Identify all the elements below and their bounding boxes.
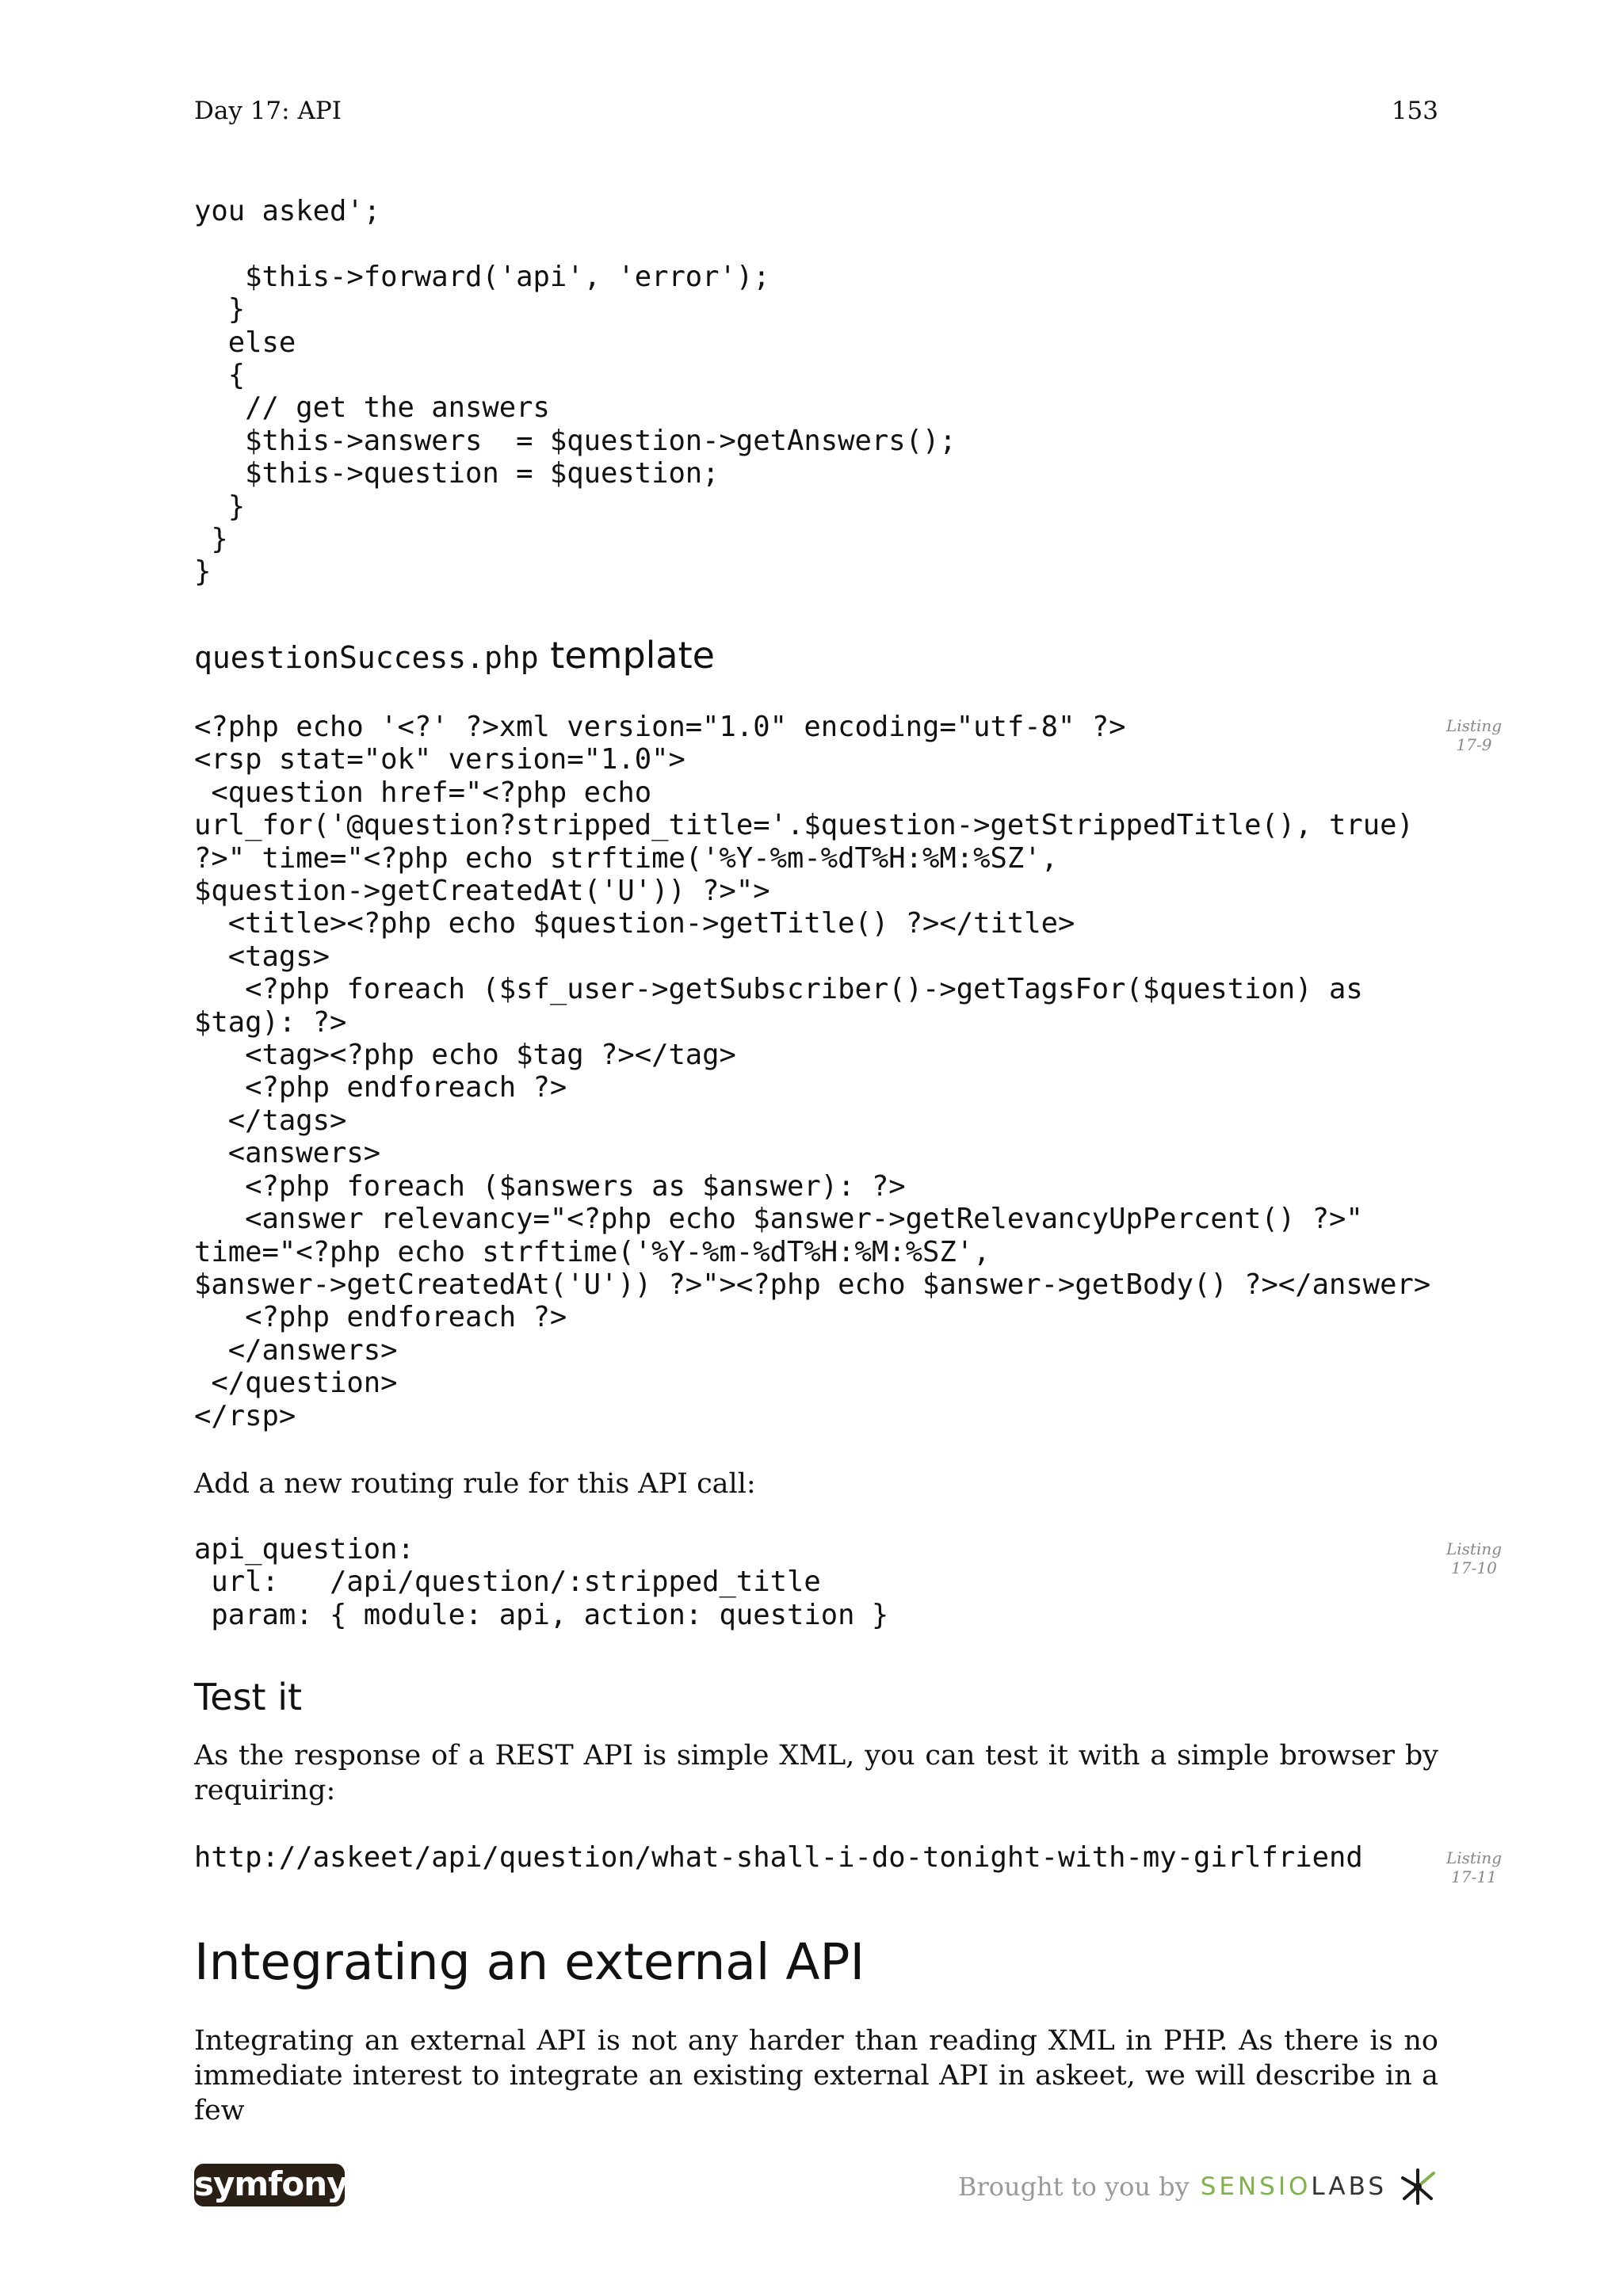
listing-label-17-9 — [1426, 716, 1522, 754]
listing-word: Listing — [1445, 716, 1503, 735]
running-header-chapter: Day 17: API — [194, 97, 342, 125]
template-filename: questionSuccess.php — [194, 640, 539, 675]
section-heading-template — [194, 634, 715, 677]
sensio-wordmark: SENSIO — [1200, 2172, 1312, 2201]
heading-test-it: Test it — [194, 1676, 303, 1718]
brought-to-you-text: Brought to you by — [957, 2172, 1190, 2202]
footer-sponsor — [958, 2163, 1439, 2210]
listing-word: Listing — [1445, 1539, 1503, 1558]
labs-wordmark: LABS — [1311, 2172, 1387, 2201]
sensiolabs-logo-icon — [1396, 2165, 1439, 2208]
listing-label-17-10 — [1426, 1539, 1522, 1577]
listing-label-17-11 — [1426, 1848, 1522, 1886]
paragraph-test-it: As the response of a REST API is simple XML, you can test it with a simple browser by requiring: — [194, 1740, 1438, 1806]
paragraph-routing: Add a new routing rule for this API call: — [194, 1468, 756, 1500]
page-number: 153 — [1391, 97, 1438, 125]
listing-word: Listing — [1445, 1848, 1503, 1867]
paragraph-integrating: Integrating an external API is not any harder than reading XML in PHP. As there is no immediate interest to integrate an existing external API in askeet, we will describe in a few — [194, 2025, 1438, 2126]
symfony-logo: symfony — [194, 2164, 345, 2206]
code-block-url: http://askeet/api/question/what-shall-i-do-tonight-with-my-girlfriend — [194, 1841, 1363, 1874]
listing-number: 17-11 — [1451, 1867, 1497, 1886]
listing-number: 17-10 — [1451, 1558, 1497, 1577]
heading-integrating-external-api: Integrating an external API — [194, 1933, 865, 1991]
template-label: template — [538, 634, 715, 677]
code-block-routing: api_question: url: /api/question/:stripped_title param: { module: api, action: question } — [194, 1533, 889, 1631]
listing-number: 17-9 — [1456, 735, 1492, 754]
code-block-question-template: <?php echo '<?' ?>xml version="1.0" encoding="utf-8" ?> <rsp stat="ok" version="1.0"> <question href="<?php echo url_for('@question?stripped_title='.$question->getStrippedTitle(), true) ?>" time="<?php echo strftime('%Y-%m-%dT%H:%M:%SZ', $question->getCreatedAt('U')) ?>"> <title><?php echo $question->getTitle() ?></title> <tags> <?php foreach ($sf_user->getSubscriber()->getTagsFor($question) as $tag): ?> <tag><?php echo $tag ?></tag> <?php endforeach ?> </tags> <answers> <?php foreach ($answers as $answer): ?> <answer relevancy="<?php echo $answer->getRelevancyUpPercent() ?>" time="<?php echo strftime('%Y-%m-%dT%H:%M:%SZ', $answer->getCreatedAt('U')) ?>"><?php echo $answer->getBody() ?></answer> <?php endforeach ?> </answers> </question> </rsp> — [194, 711, 1431, 1432]
code-block-controller-end: you asked'; $this->forward('api', 'error'); } else { // get the answers $this->answers = $question->getAnswers(); $this->question = $question; } } } — [194, 195, 957, 589]
